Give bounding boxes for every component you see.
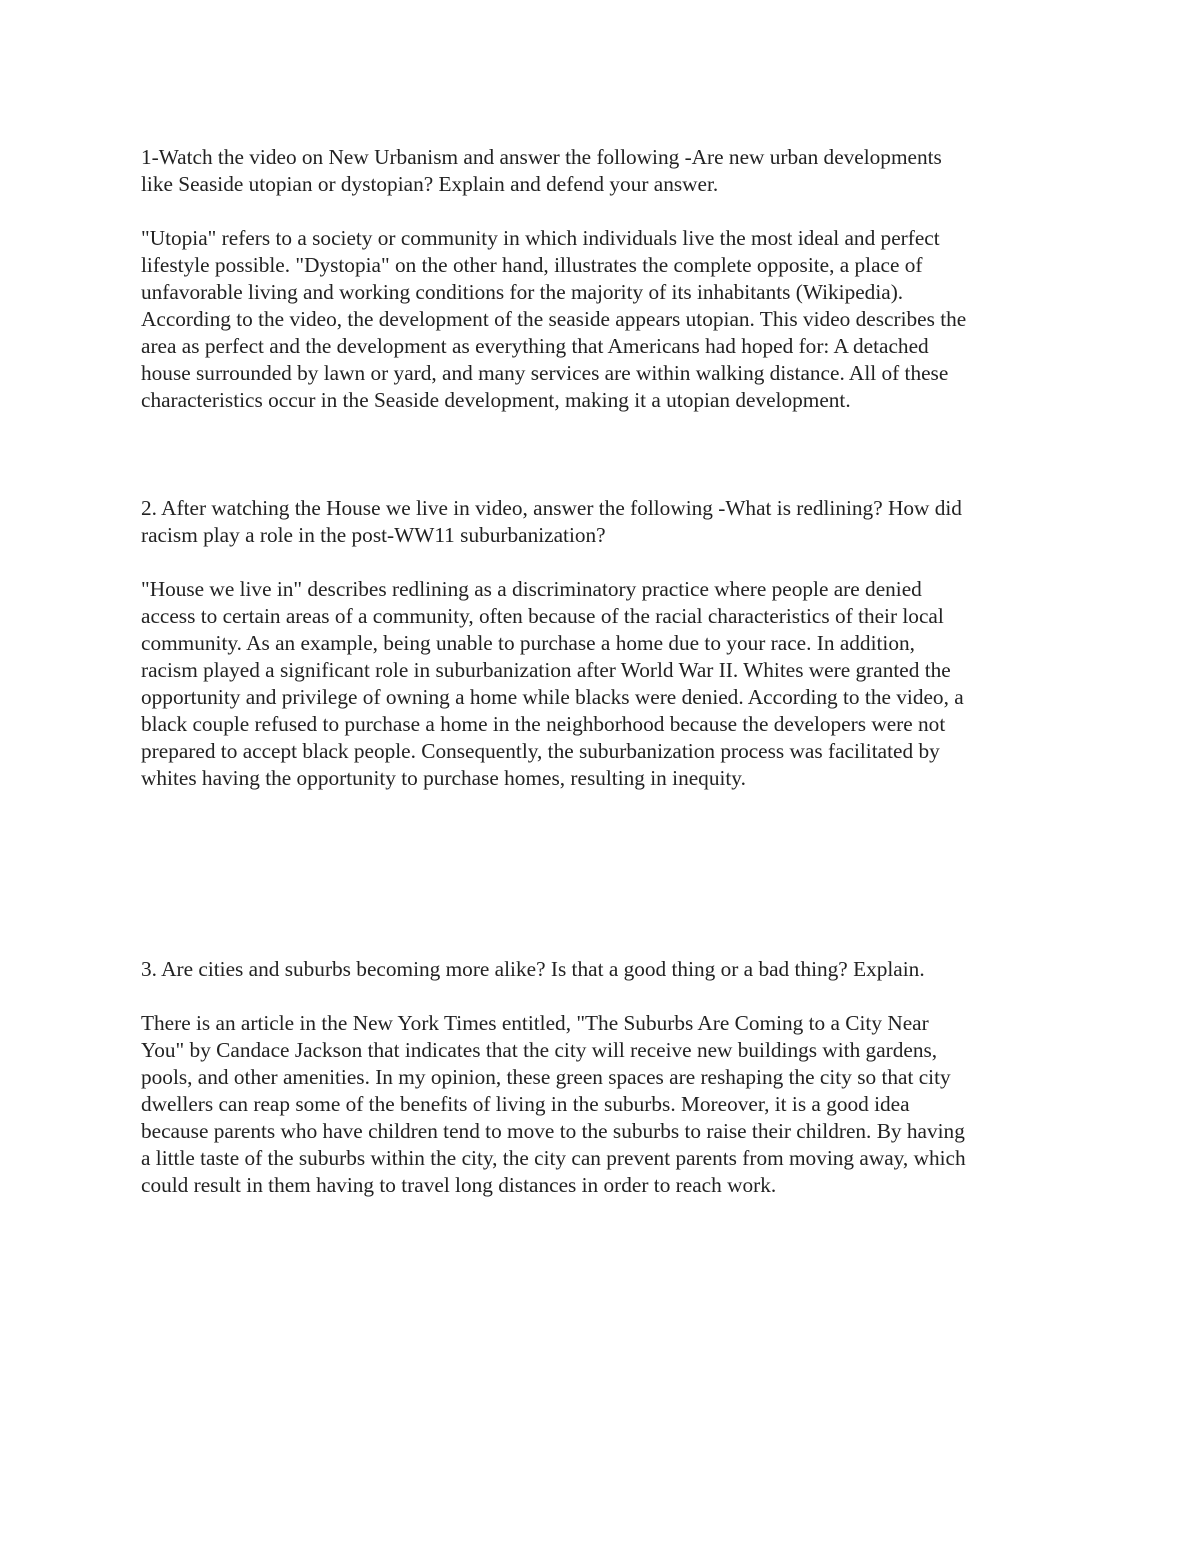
answer-2-line: opportunity and privilege of owning a home while blacks were denied. According to the video, a	[141, 685, 964, 709]
answer-1-line: characteristics occur in the Seaside development, making it a utopian development.	[141, 388, 851, 412]
question-3-line: 3. Are cities and suburbs becoming more alike? Is that a good thing or a bad thing? Explain.	[141, 957, 925, 981]
answer-2-line: prepared to accept black people. Consequently, the suburbanization process was facilitated by	[141, 739, 940, 763]
answer-3-line: You" by Candace Jackson that indicates that the city will receive new buildings with gardens,	[141, 1038, 938, 1062]
question-1-line: 1-Watch the video on New Urbanism and answer the following -Are new urban developments	[141, 145, 942, 169]
answer-3-line: a little taste of the suburbs within the city, the city can prevent parents from moving away, which	[141, 1146, 966, 1170]
answer-3-line: could result in them having to travel long distances in order to reach work.	[141, 1173, 777, 1197]
question-2-line: racism play a role in the post-WW11 suburbanization?	[141, 523, 606, 547]
answer-1-line: According to the video, the development of the seaside appears utopian. This video describes the	[141, 307, 967, 331]
answer-2-line: black couple refused to purchase a home in the neighborhood because the developers were not	[141, 712, 946, 736]
answer-3-line: There is an article in the New York Times entitled, "The Suburbs Are Coming to a City Near	[141, 1011, 929, 1035]
answer-2-line: racism played a significant role in suburbanization after World War II. Whites were granted the	[141, 658, 951, 682]
answer-1-line: lifestyle possible. "Dystopia" on the other hand, illustrates the complete opposite, a place of	[141, 253, 923, 277]
answer-3-line: because parents who have children tend to move to the suburbs to raise their children. By having	[141, 1119, 965, 1143]
answer-3-line: pools, and other amenities. In my opinion, these green spaces are reshaping the city so that city	[141, 1065, 951, 1089]
question-2-line: 2. After watching the House we live in video, answer the following -What is redlining? How did	[141, 496, 962, 520]
answer-2-line: whites having the opportunity to purchase homes, resulting in inequity.	[141, 766, 746, 790]
answer-1-line: "Utopia" refers to a society or community in which individuals live the most ideal and perfect	[141, 226, 940, 250]
answer-2-line: "House we live in" describes redlining as a discriminatory practice where people are denied	[141, 577, 922, 601]
question-1-line: like Seaside utopian or dystopian? Explain and defend your answer.	[141, 172, 719, 196]
answer-2-line: access to certain areas of a community, often because of the racial characteristics of their local	[141, 604, 944, 628]
answer-3-line: dwellers can reap some of the benefits of living in the suburbs. Moreover, it is a good idea	[141, 1092, 910, 1116]
answer-2-line: community. As an example, being unable to purchase a home due to your race. In addition,	[141, 631, 915, 655]
answer-1-line: unfavorable living and working conditions for the majority of its inhabitants (Wikipedia).	[141, 280, 904, 304]
answer-1-line: house surrounded by lawn or yard, and many services are within walking distance. All of these	[141, 361, 949, 385]
answer-1-line: area as perfect and the development as everything that Americans had hoped for: A detached	[141, 334, 929, 358]
